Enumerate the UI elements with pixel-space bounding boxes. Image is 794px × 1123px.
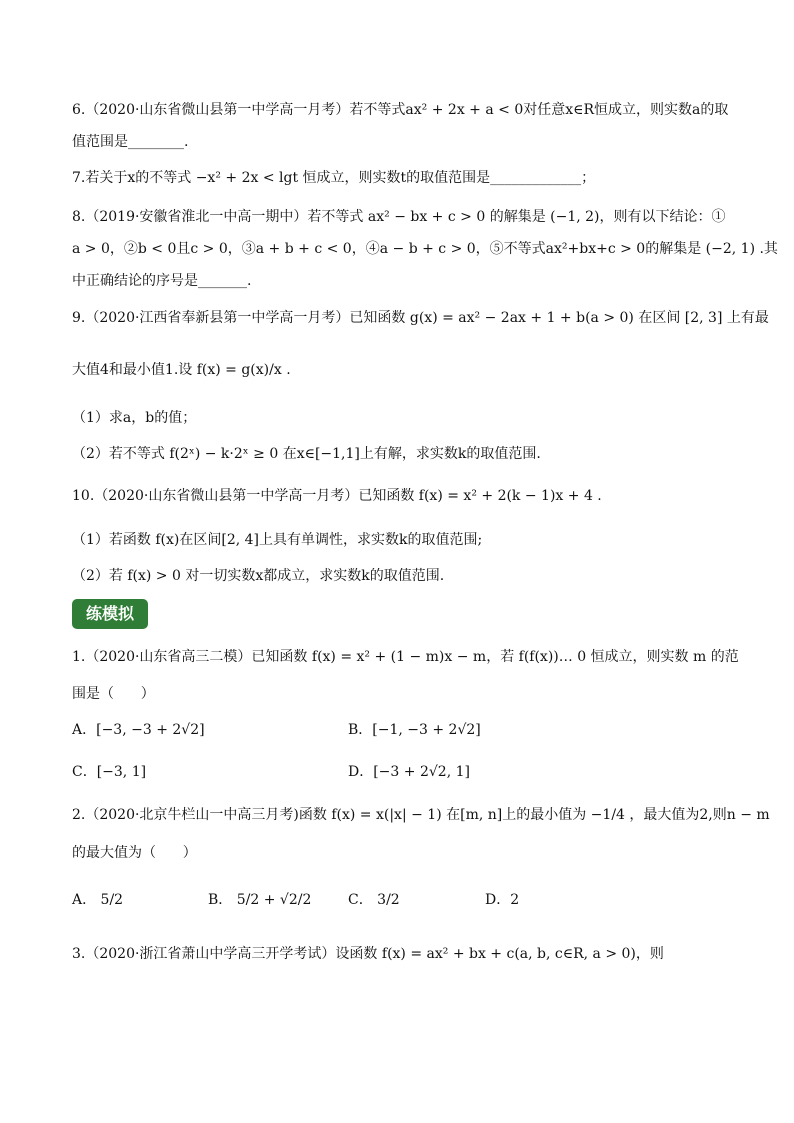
q6-line2: 值范围是________. <box>72 134 189 150</box>
q8-line2: a > 0，②b < 0且c > 0，③a + b + c < 0，④a − b + c > 0，⑤不等式ax²+bx+c > 0的解集是 (−2, 1) .其 <box>72 241 778 257</box>
p2-q1-line2: 围是（ ） <box>72 686 155 702</box>
q10-sub1: （1）若函数 f(x)在区间[2, 4]上具有单调性，求实数k的取值范围; <box>72 532 483 548</box>
p2-q1-option-b[interactable]: B．[−1, −3 + 2√2] <box>348 722 481 738</box>
q6-line1: 6.（2020·山东省微山县第一中学高一月考）若不等式ax² + 2x + a < 0对任意x∈R恒成立，则实数a的取 <box>72 102 729 118</box>
p2-q2-option-c[interactable]: C． 3/2 <box>348 892 400 908</box>
p2-q1-line1: 1.（2020·山东省高三二模）已知函数 f(x) = x² + (1 − m)x − m，若 f(f(x))… 0 恒成立，则实数 m 的范 <box>72 649 739 665</box>
section-badge: 练模拟 <box>72 599 148 629</box>
q10-line1: 10.（2020·山东省微山县第一中学高一月考）已知函数 f(x) = x² + 2(k − 1)x + 4 . <box>72 488 602 504</box>
p2-q1-option-a[interactable]: A．[−3, −3 + 2√2] <box>72 722 205 738</box>
q8-line1: 8.（2019·安徽省淮北一中高一期中）若不等式 ax² − bx + c > 0 的解集是 (−1, 2)，则有以下结论：① <box>72 209 726 225</box>
p2-q2-line1: 2.（2020·北京牛栏山一中高三月考)函数 f(x) = x(|x| − 1) 在[m, n]上的最小值为 −1/4 ，最大值为2,则n − m <box>72 807 770 823</box>
q9-sub2: （2）若不等式 f(2ˣ) − k·2ˣ ≥ 0 在x∈[−1,1]上有解，求实数k的取值范围. <box>72 446 541 462</box>
q7-line1: 7.若关于x的不等式 −x² + 2x < lgt 恒成立，则实数t的取值范围是_____________； <box>72 170 596 186</box>
p2-q3-line1: 3.（2020·浙江省萧山中学高三开学考试）设函数 f(x) = ax² + bx + c(a, b, c∈R, a > 0)，则 <box>72 946 664 962</box>
p2-q1-option-c[interactable]: C．[−3, 1] <box>72 764 147 780</box>
p2-q2-option-a[interactable]: A． 5/2 <box>72 892 124 908</box>
q9-line1: 9.（2020·江西省奉新县第一中学高一月考）已知函数 g(x) = ax² − 2ax + 1 + b(a > 0) 在区间 [2, 3] 上有最 <box>72 310 769 326</box>
q9-line2: 大值4和最小值1.设 f(x) = g(x)/x . <box>72 362 291 378</box>
q9-sub1: （1）求a，b的值； <box>72 410 197 426</box>
p2-q1-option-d[interactable]: D．[−3 + 2√2, 1] <box>348 764 470 780</box>
p2-q2-line2: 的最大值为（ ） <box>72 845 197 861</box>
p2-q2-option-b[interactable]: B． 5/2 + √2/2 <box>208 892 312 908</box>
p2-q2-option-d[interactable]: D．2 <box>485 892 520 908</box>
q10-sub2: （2）若 f(x) > 0 对一切实数x都成立，求实数k的取值范围. <box>72 568 445 584</box>
q8-line3: 中正确结论的序号是_______. <box>72 273 252 289</box>
